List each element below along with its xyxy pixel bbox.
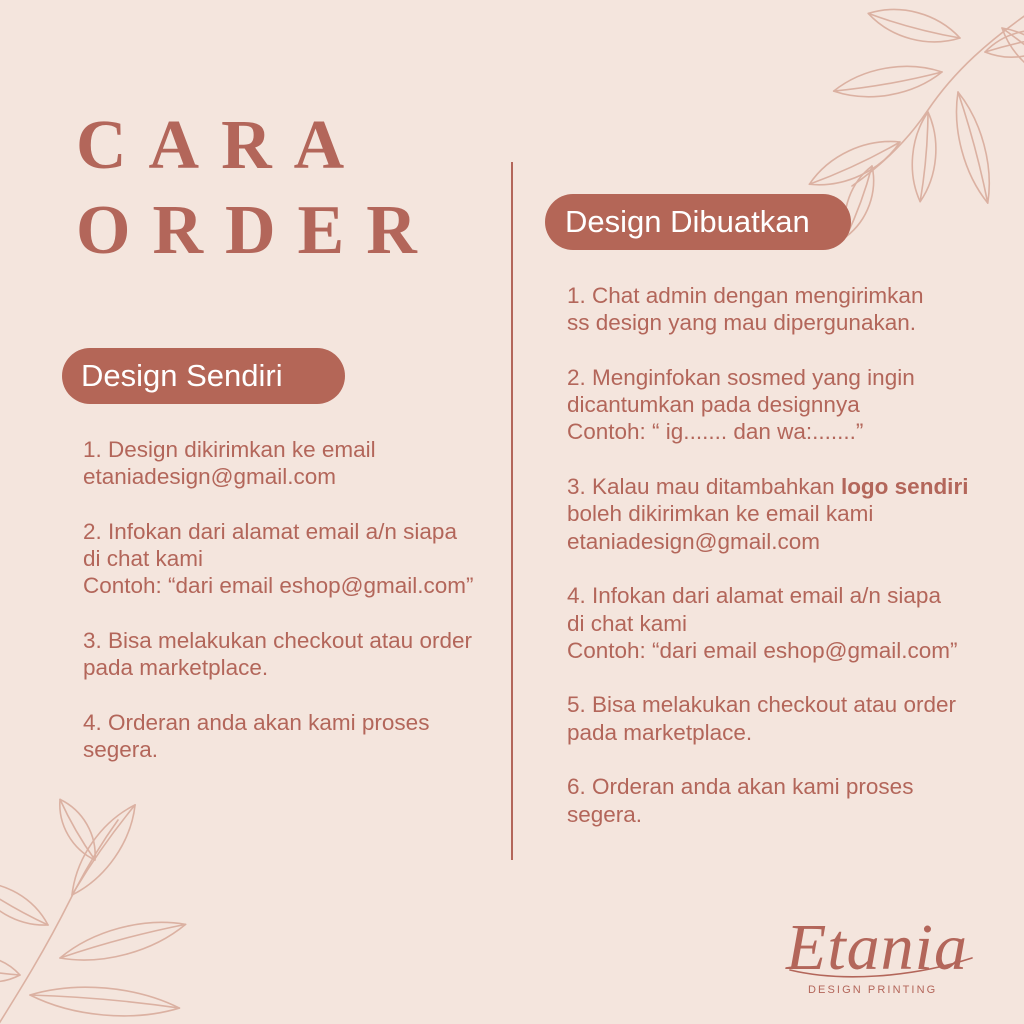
brand-tagline: DESIGN PRINTING — [808, 984, 938, 996]
step-line: 1. Chat admin dengan mengirimkan — [567, 283, 924, 308]
leaf-icon — [61, 797, 146, 903]
step-line-emphasis: logo sendiri — [840, 474, 969, 500]
step-item — [567, 473, 968, 555]
leaf-icon — [29, 982, 181, 1022]
step-line: etaniadesign@gmail.com — [567, 528, 820, 554]
step-item — [567, 773, 968, 828]
page-title-line-1: CARA — [76, 107, 367, 184]
step-item — [567, 691, 968, 746]
step-line: 5. Bisa melakukan checkout atau order — [567, 692, 956, 718]
leaf-icon — [865, 0, 964, 51]
leaf-icon — [57, 911, 190, 971]
section-heading-design-dibuatkan — [545, 194, 851, 250]
step-item — [567, 282, 968, 337]
step-line: pada marketplace. — [83, 655, 269, 681]
step-line: Contoh: “ ig....... dan wa:.......” — [567, 419, 864, 445]
step-item — [567, 364, 968, 446]
step-item — [83, 627, 474, 682]
design-sendiri-steps — [83, 436, 474, 764]
step-line: 2. Infokan dari alamat email a/n siapa — [83, 518, 457, 544]
step-line: pada marketplace. — [567, 719, 753, 745]
step-line: 3. Bisa melakukan checkout atau order — [83, 628, 472, 654]
step-line — [567, 473, 968, 500]
section-heading-design-sendiri — [62, 348, 345, 404]
step-line: dicantumkan pada designnya — [567, 392, 860, 418]
step-line: di chat kami — [83, 546, 204, 572]
step-line: 2. Menginfokan sosmed yang ingin — [567, 364, 915, 390]
leaf-icon — [0, 951, 22, 987]
step-line: Contoh: “dari email eshop@gmail.com” — [83, 573, 474, 599]
branch-stem — [852, 12, 1024, 186]
step-line: segera. — [83, 737, 159, 763]
leaf-branch-bottom-left-icon — [0, 794, 189, 1024]
logo-flourish-icon — [780, 940, 980, 990]
step-line: 6. Orderan anda akan kami proses — [567, 774, 914, 800]
column-divider — [511, 162, 513, 860]
step-line: 4. Infokan dari alamat email a/n siapa — [567, 583, 941, 609]
step-item — [83, 709, 474, 764]
step-line: boleh dikirimkan ke email kami — [567, 501, 874, 527]
step-line: 4. Orderan anda akan kami proses — [83, 709, 430, 735]
step-line-text: 3. Kalau mau ditambahkan — [567, 474, 835, 500]
step-item — [83, 518, 474, 600]
step-line: etaniadesign@gmail.com — [83, 464, 336, 490]
step-item — [83, 436, 474, 491]
leaf-icon — [831, 59, 944, 105]
section-heading-label: Design Dibuatkan — [565, 204, 810, 239]
leaf-icon — [909, 111, 940, 203]
leaf-icon — [51, 794, 105, 865]
step-line: segera. — [567, 801, 643, 827]
section-heading-label: Design Sendiri — [81, 358, 283, 393]
step-item — [567, 582, 968, 664]
leaf-icon — [947, 89, 999, 206]
step-line: 1. Design dikirimkan ke email — [83, 437, 376, 462]
leaf-icon — [0, 872, 54, 936]
step-line: Contoh: “dari email eshop@gmail.com” — [567, 637, 958, 663]
brand-logo-name: Etania — [786, 911, 968, 984]
design-dibuatkan-steps — [567, 282, 968, 828]
page-title-line-2: ORDER — [76, 192, 439, 269]
step-line: di chat kami — [567, 610, 688, 636]
step-line: ss design yang mau dipergunakan. — [567, 310, 916, 336]
